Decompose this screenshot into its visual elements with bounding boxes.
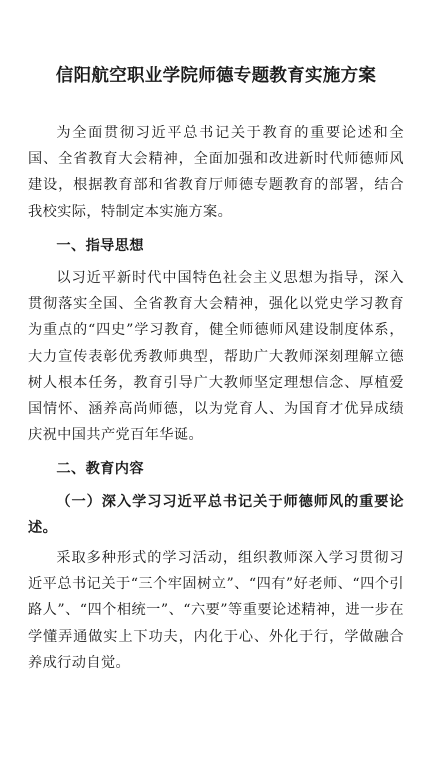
document-title: 信阳航空职业学院师德专题教育实施方案 bbox=[55, 66, 377, 86]
study-activities-paragraph: 采取多种形式的学习活动，组织教师深入学习贯彻习近平总书记关于“三个牢固树立”、“四有”好老师、“四个引路人”、“四个相统一”、“六要”等重要论述精神，进一步在学懂弄通做实上下功夫，内化于心、外化于行，学做融合养成行动自觉。 bbox=[28, 550, 404, 671]
intro-paragraph: 为全面贯彻习近平总书记关于教育的重要论述和全国、全省教育大会精神，全面加强和改进新时代师德师风建设，根据教育部和省教育厅师德专题教育的部署，结合我校实际，特制定本实施方案。 bbox=[28, 125, 404, 220]
subsection-heading-study-remarks: （一）深入学习习近平总书记关于师德师风的重要论述。 bbox=[28, 493, 404, 536]
section-heading-education-content: 二、教育内容 bbox=[56, 461, 144, 478]
section-heading-guiding-ideology: 一、指导思想 bbox=[56, 237, 144, 254]
guiding-ideology-paragraph: 以习近平新时代中国特色社会主义思想为指导，深入贯彻落实全国、全省教育大会精神，强化以党史学习教育为重点的“四史”学习教育，健全师德师风建设制度体系，大力宣传表彰优秀教师典型，帮助广大教师深刻理解立德树人根本任务，教育引导广大教师坚定理想信念、厚植爱国情怀、涵养高尚师德，以为党育人、为国育才优异成绩庆祝中国共产党百年华诞。 bbox=[28, 270, 404, 444]
